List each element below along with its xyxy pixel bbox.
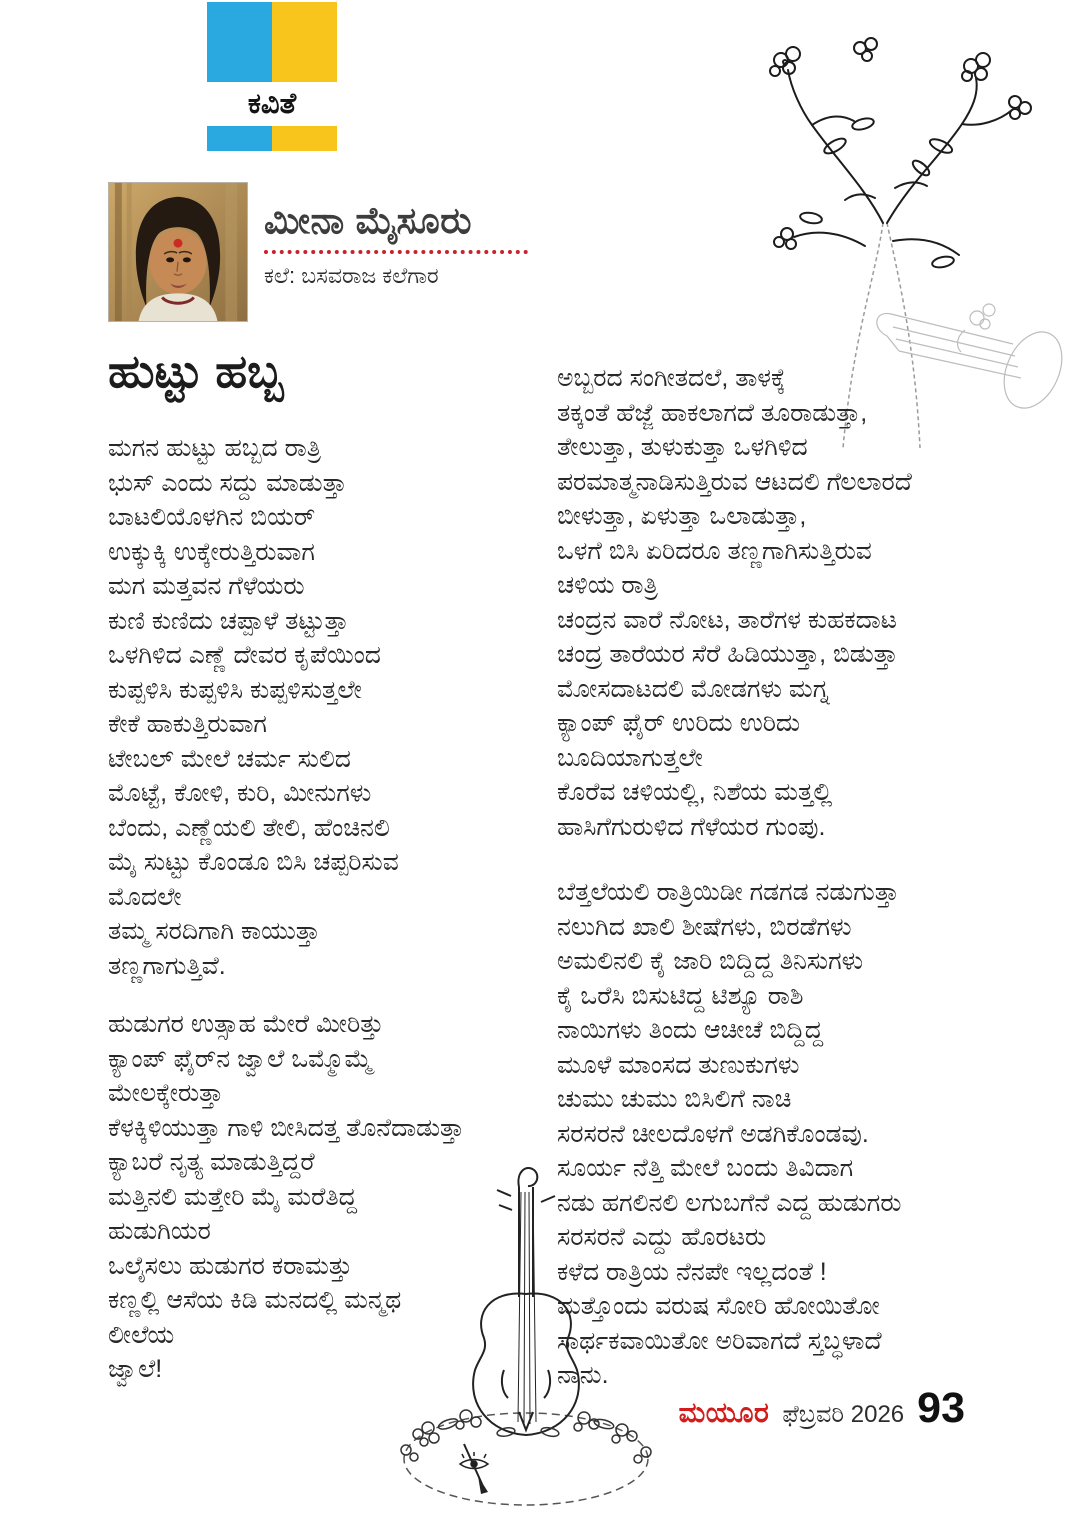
poem-line: ಅಮಲಿನಲಿ ಕೈ ಜಾರಿ ಬಿದ್ದಿದ್ದ ತಿನಿಸುಗಳು bbox=[557, 947, 864, 975]
poem-line: ಕ್ಯಾಬರೆ ನೃತ್ಯ ಮಾಡುತ್ತಿದ್ದರೆ bbox=[108, 1148, 315, 1176]
poem-line: ಬೆತ್ತಲೆಯಲಿ ರಾತ್ರಿಯಿಡೀ ಗಡಗಡ ನಡುಗುತ್ತಾ bbox=[557, 878, 899, 906]
poem-line: ಕಳೆದ ರಾತ್ರಿಯ ನೆನಪೇ ಇಲ್ಲದಂತೆ ! bbox=[557, 1257, 827, 1286]
author-photo bbox=[108, 182, 248, 322]
poem-line: ಚಂದ್ರನ ವಾರೆ ನೋಟ, ತಾರೆಗಳ ಕುಹಕದಾಟ bbox=[557, 605, 897, 634]
poem-line: ಮೊಟ್ಟೆ, ಕೋಳಿ, ಕುರಿ, ಮೀನುಗಳು bbox=[108, 779, 372, 807]
poem-line: ಒಲೈಸಲು ಹುಡುಗರ ಕರಾಮತ್ತು bbox=[108, 1251, 353, 1280]
poem-line: ನಡು ಹಗಲಿನಲಿ ಲಗುಬಗೆನೆ ಎದ್ದ ಹುಡುಗರು bbox=[557, 1188, 902, 1217]
poem-line: ಸರಸರನೆ ಎದ್ದು ಹೊರಟರು bbox=[557, 1223, 767, 1251]
poem-line: ಮೋಸದಾಟದಲಿ ಮೋಡಗಳು ಮಗ್ನ bbox=[557, 674, 830, 703]
poem-line: ನಾನು. bbox=[557, 1361, 609, 1389]
poem-line: ಹುಡುಗಿಯರ bbox=[108, 1217, 211, 1245]
poem-line: ಮತ್ತೊಂದು ವರುಷ ಸೋರಿ ಹೋಯಿತೋ bbox=[557, 1292, 880, 1320]
right-stanza-1 bbox=[557, 361, 1037, 844]
poem-line: ಸರಸರನೆ ಚೀಲದೊಳಗೆ ಅಡಗಿಕೊಂಡವು. bbox=[557, 1119, 869, 1148]
poem-line: ಚಂದ್ರ ತಾರೆಯರ ಸೆರೆ ಹಿಡಿಯುತ್ತಾ, ಬಿಡುತ್ತಾ bbox=[557, 640, 898, 668]
page-footer bbox=[400, 1384, 965, 1433]
poem-line: ಸೂರ್ಯ ನೆತ್ತಿ ಮೇಲೆ ಬಂದು ತಿವಿದಾಗ bbox=[557, 1154, 854, 1182]
poem-line: ಮೊದಲೇ bbox=[108, 882, 182, 911]
poem-line: ಲೀಲೆಯ bbox=[108, 1320, 175, 1349]
logo-bottom-band bbox=[207, 126, 337, 151]
logo-blue-block-small bbox=[207, 126, 272, 151]
poem-line: ಕ್ಯಾಂಪ್ ಫೈರ್ ಉರಿದು ಉರಿದು bbox=[557, 709, 801, 737]
left-stanza-1 bbox=[108, 431, 578, 983]
poem-line: ಚುಮು ಚುಮು ಬಿಸಿಲಿಗೆ ನಾಚಿ bbox=[557, 1085, 792, 1113]
poem-line: ಚಳಿಯ ರಾತ್ರಿ bbox=[557, 571, 658, 599]
poem-line: ನಾಯಿಗಳು ತಿಂದು ಆಚೀಚೆ ಬಿದ್ದಿದ್ದ bbox=[557, 1016, 824, 1044]
poem-line: ತೇಲುತ್ತಾ, ತುಳುಕುತ್ತಾ ಒಳಗಿಳಿದ bbox=[557, 433, 808, 461]
poem-line: ಹುಡುಗರ ಉತ್ಸಾಹ ಮೇರೆ ಮೀರಿತ್ತು bbox=[108, 1010, 384, 1038]
poem-line: ಮೂಳೆ ಮಾಂಸದ ತುಣುಕುಗಳು bbox=[557, 1050, 800, 1079]
poem-line: ಮೈ ಸುಟ್ಟು ಕೊಂಡೂ ಬಿಸಿ ಚಪ್ಪರಿಸುವ bbox=[108, 848, 399, 876]
poem-line: ಅಬ್ಬರದ ಸಂಗೀತದಲೆ, ತಾಳಕ್ಕೆ bbox=[557, 364, 786, 392]
author-block bbox=[264, 200, 528, 289]
poem-line: ಬೂದಿಯಾಗುತ್ತಲೇ bbox=[557, 743, 703, 772]
poem-line: ಒಳಗಿಳಿದ ಎಣ್ಣೆ ದೇವರ ಕೃಪೆಯಿಂದ bbox=[108, 641, 381, 669]
poem-line: ತಮ್ಮ ಸರದಿಗಾಗಿ ಕಾಯುತ್ತಾ bbox=[108, 917, 320, 945]
poem-line: ಕುಪ್ಪಳಿಸಿ ಕುಪ್ಪಳಿಸಿ ಕುಪ್ಪಳಿಸುತ್ತಲೇ bbox=[108, 675, 362, 704]
logo-yellow-block-small bbox=[272, 126, 337, 151]
poem-line: ಕೈ ಒರೆಸಿ ಬಿಸುಟಿದ್ದ ಟಿಶ್ಯೂ ರಾಶಿ bbox=[557, 981, 804, 1010]
poem-line: ಮೇಲಕ್ಕೇರುತ್ತಾ bbox=[108, 1079, 224, 1107]
left-stanza-2 bbox=[108, 1007, 578, 1387]
poem-line: ಕೊರೆವ ಚಳಿಯಲ್ಲಿ, ನಿಶೆಯ ಮತ್ತಲ್ಲಿ bbox=[557, 778, 833, 806]
poem-line: ತಕ್ಕಂತೆ ಹೆಜ್ಜೆ ಹಾಕಲಾಗದೆ ತೂರಾಡುತ್ತಾ, bbox=[557, 398, 868, 427]
author-portrait-illustration bbox=[109, 183, 247, 321]
poem-line: ಕೇಕೆ ಹಾಕುತ್ತಿರುವಾಗ bbox=[108, 710, 267, 738]
poem-line: ತಣ್ಣಗಾಗುತ್ತಿವೆ. bbox=[108, 951, 226, 980]
magazine-logo-text: ಮಯೂರ bbox=[678, 1397, 770, 1428]
poem-line: ಹಾಸಿಗೆಗುರುಳಿದ ಗೆಳೆಯರ ಗುಂಪು. bbox=[557, 812, 826, 841]
poem-line: ಕ್ಯಾಂಪ್ ಫೈರ್‌ನ ಜ್ವಾಲೆ ಒಮ್ಮೊಮ್ಮೆ bbox=[108, 1044, 373, 1073]
logo-blue-block bbox=[207, 2, 272, 82]
poem-line: ಜ್ವಾಲೆ! bbox=[108, 1355, 163, 1383]
poem-line: ಕುಣಿ ಕುಣಿದು ಚಪ್ಪಾಳೆ ತಟ್ಟುತ್ತಾ bbox=[108, 606, 349, 635]
section-label: ಕವಿತೆ bbox=[247, 87, 297, 120]
poem-line: ಬೀಳುತ್ತಾ, ಏಳುತ್ತಾ ಒಲಾಡುತ್ತಾ, bbox=[557, 502, 807, 530]
poem-line: ಉಕ್ಕುಕ್ಕಿ ಉಕ್ಕೇರುತ್ತಿರುವಾಗ bbox=[108, 537, 315, 566]
poem-line: ಮತ್ತಿನಲಿ ಮತ್ತೇರಿ ಮೈ ಮರೆತಿದ್ದ bbox=[108, 1182, 358, 1211]
poem-line: ಪರಮಾತ್ಮನಾಡಿಸುತ್ತಿರುವ ಆಟದಲಿ ಗೆಲಲಾರದೆ bbox=[557, 467, 912, 496]
poem-line: ಮಗ ಮತ್ತವನ ಗೆಳೆಯರು bbox=[108, 572, 305, 600]
poem-right-column bbox=[557, 361, 1037, 1393]
poem-line: ಮಗನ ಹುಟ್ಟು ಹಬ್ಬದ ರಾತ್ರಿ bbox=[108, 434, 321, 462]
poem-line: ಒಳಗೆ ಬಿಸಿ ಏರಿದರೂ ತಣ್ಣಗಾಗಿಸುತ್ತಿರುವ bbox=[557, 536, 872, 565]
right-stanza-2 bbox=[557, 875, 1037, 1393]
logo-top-band bbox=[207, 2, 337, 82]
logo-yellow-block bbox=[272, 2, 337, 82]
poem-line: ಸಾರ್ಥಕವಾಯಿತೋ ಅರಿವಾಗದೆ ಸ್ತಬ್ಧಳಾದೆ bbox=[557, 1326, 882, 1355]
poem-line: ಬಾಟಲಿಯೊಳಗಿನ ಬಿಯರ್ bbox=[108, 503, 316, 531]
poem-line: ಭುಸ್ ಎಂದು ಸದ್ದು ಮಾಡುತ್ತಾ bbox=[108, 468, 347, 497]
issue-date: ಫೆಬ್ರವರಿ 2026 bbox=[782, 1401, 905, 1428]
red-dotted-rule bbox=[264, 250, 528, 254]
poem-line: ಕೆಳಕ್ಕಿಳಿಯುತ್ತಾ ಗಾಳಿ ಬೀಸಿದತ್ತ ತೊನೆದಾಡುತ್ತಾ bbox=[108, 1113, 465, 1142]
art-credit: ಕಲೆ: ಬಸವರಾಜ ಕಲೆಗಾರ bbox=[264, 263, 439, 288]
poem-line: ಬೆಂದು, ಎಣ್ಣೆಯಲಿ ತೇಲಿ, ಹೆಂಚಿನಲಿ bbox=[108, 813, 390, 842]
poem-line: ಕಣ್ಣಲ್ಲಿ ಆಸೆಯ ಕಿಡಿ ಮನದಲ್ಲಿ ಮನ್ಮಥ bbox=[108, 1286, 402, 1314]
poem-line: ನಲುಗಿದ ಖಾಲಿ ಶೀಷೆಗಳು, ಬಿರಡೆಗಳು bbox=[557, 912, 852, 941]
poem-line: ಟೇಬಲ್ ಮೇಲೆ ಚರ್ಮ ಸುಲಿದ bbox=[108, 744, 351, 773]
poem-left-column bbox=[108, 431, 578, 1387]
poem-title: ಹುಟ್ಟು ಹಬ್ಬ bbox=[108, 345, 284, 397]
author-name: ಮೀನಾ ಮೈಸೂರು bbox=[264, 200, 473, 241]
section-logo bbox=[207, 2, 337, 151]
page-number: 93 bbox=[917, 1384, 965, 1432]
